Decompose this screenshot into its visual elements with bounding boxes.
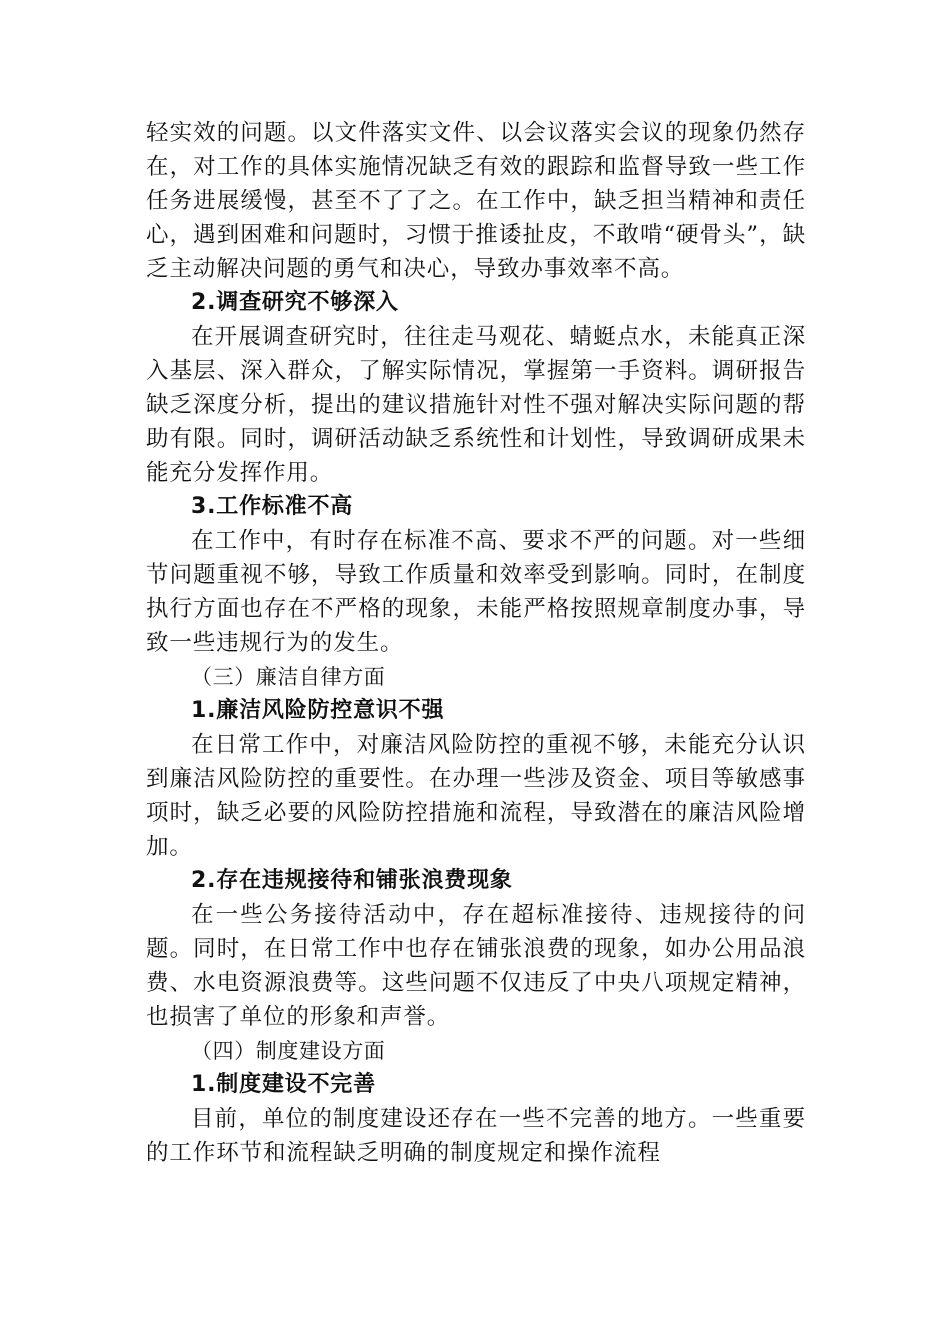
document-page (146, 116, 806, 1170)
heading-integrity-risk-awareness: 1.廉洁风险防控意识不强 (191, 698, 445, 723)
section-integrity-discipline: （三）廉洁自律方面 (191, 665, 386, 689)
paragraph-work-standards: 在工作中，有时存在标准不高、要求不严的问题。对一些细节问题重视不够，导致工作质量和效率受到影响。同时，在制度执行方面也存在不严格的现象，未能严格按照规章制度办事，导致一些违规行为的发生。 (146, 528, 806, 656)
heading-work-standards: 3.工作标准不高 (191, 494, 354, 519)
paragraph-investigation-research: 在开展调查研究时，往往走马观花、蜻蜓点水，未能真正深入基层、深入群众，了解实际情况，掌握第一手资料。调研报告缺乏深度分析，提出的建议措施针对性不强对解决实际问题的帮助有限。同时，调研活动缺乏系统性和计划性，导致调研成果未能充分发挥作用。 (146, 324, 806, 486)
paragraph-system-incomplete: 目前，单位的制度建设还存在一些不完善的地方。一些重要的工作环节和流程缺乏明确的制度规定和操作流程 (146, 1106, 806, 1166)
paragraph-improper-reception-waste: 在一些公务接待活动中，存在超标准接待、违规接待的问题。同时，在日常工作中也存在铺张浪费的现象，如办公用品浪费、水电资源浪费等。这些问题不仅违反了中央八项规定精神，也损害了单位的形象和声誉。 (146, 902, 806, 1030)
heading-system-incomplete: 1.制度建设不完善 (191, 1072, 376, 1097)
heading-investigation-research: 2.调查研究不够深入 (191, 290, 399, 315)
paragraph-work-effectiveness: 轻实效的问题。以文件落实文件、以会议落实会议的现象仍然存在，对工作的具体实施情况缺乏有效的跟踪和监督导致一些工作任务进展缓慢，甚至不了了之。在工作中，缺乏担当精神和责任心，遇到困难和问题时，习惯于推诿扯皮，不敢啃“硬骨头”，缺乏主动解决问题的勇气和决心，导致办事效率不高。 (146, 120, 806, 282)
paragraph-integrity-risk-awareness: 在日常工作中，对廉洁风险防控的重视不够，未能充分认识到廉洁风险防控的重要性。在办理一些涉及资金、项目等敏感事项时，缺乏必要的风险防控措施和流程，导致潜在的廉洁风险增加。 (146, 732, 806, 860)
heading-improper-reception-waste: 2.存在违规接待和铺张浪费现象 (191, 868, 513, 893)
section-system-building: （四）制度建设方面 (191, 1039, 386, 1063)
